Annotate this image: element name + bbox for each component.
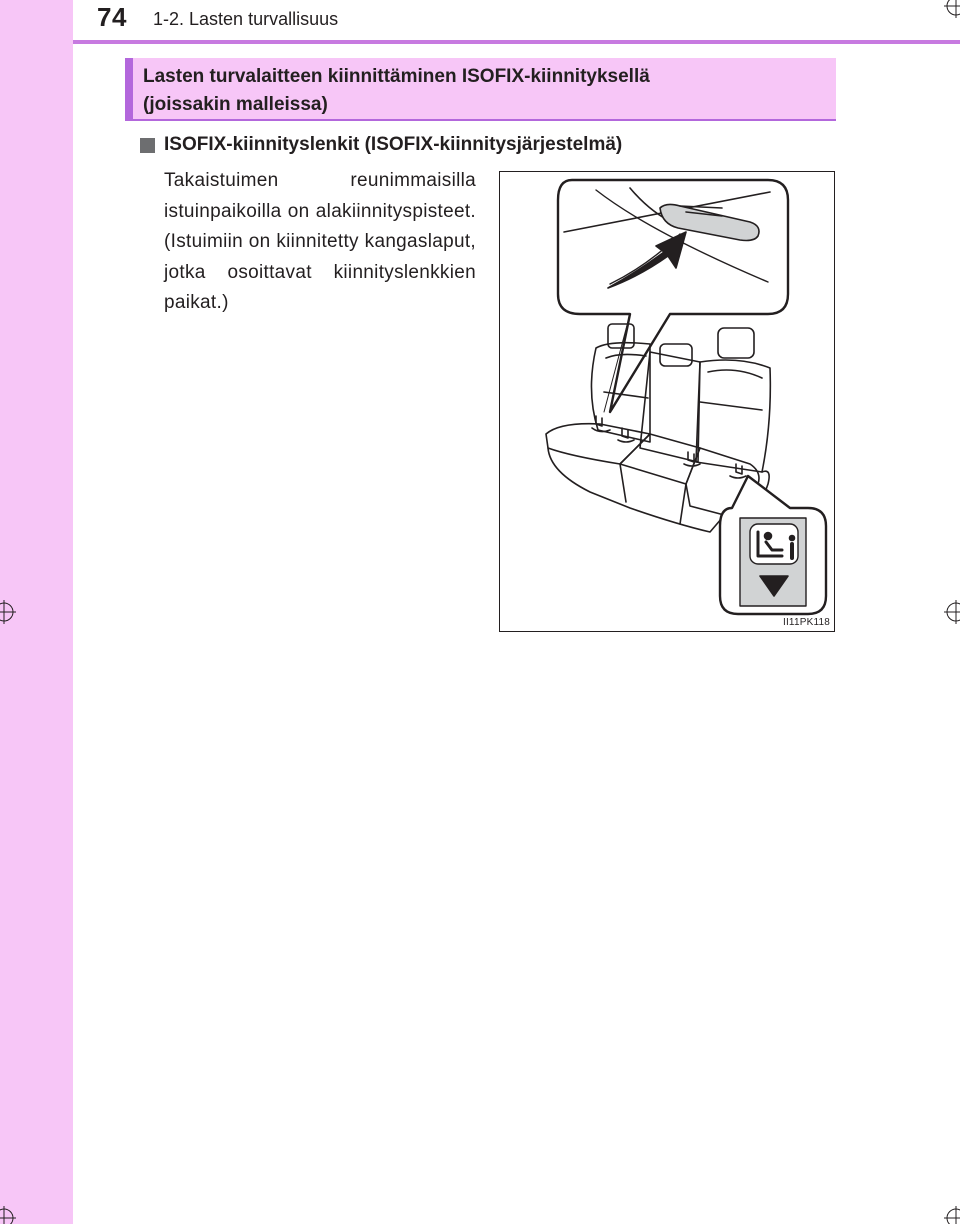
crop-mark-top-right xyxy=(938,0,960,22)
section-label: 1-2. Lasten turvallisuus xyxy=(153,9,339,29)
subheading xyxy=(140,134,622,156)
square-bullet-icon xyxy=(140,138,155,153)
page-number: 74 xyxy=(97,2,127,32)
subheading-text: ISOFIX-kiinnityslenkit (ISOFIX-kiinnitysjärjestelmä) xyxy=(164,134,623,155)
crop-mark-left-middle xyxy=(0,598,22,626)
crop-mark-right-middle xyxy=(938,598,960,626)
section-title-line-1: Lasten turvalaitteen kiinnittäminen ISOFIX-kiinnityksellä xyxy=(143,66,650,87)
header-rule xyxy=(73,40,960,44)
body-paragraph: Takaistuimen reunimmaisilla istuinpaikoilla on alakiinnityspisteet. (Istuimiin on kiinnitetty kangaslaput, jotka osoittavat kiinnityslenkkien paikat.) xyxy=(164,170,476,313)
isofix-illustration xyxy=(499,171,835,632)
section-title-line-2: (joissakin malleissa) xyxy=(143,94,328,115)
rear-seat-isofix-drawing xyxy=(500,172,836,633)
crop-mark-bottom-left xyxy=(0,1202,22,1224)
figure-code: II11PK118 xyxy=(782,617,830,628)
crop-mark-bottom-right xyxy=(938,1202,960,1224)
section-title-box xyxy=(125,58,836,121)
